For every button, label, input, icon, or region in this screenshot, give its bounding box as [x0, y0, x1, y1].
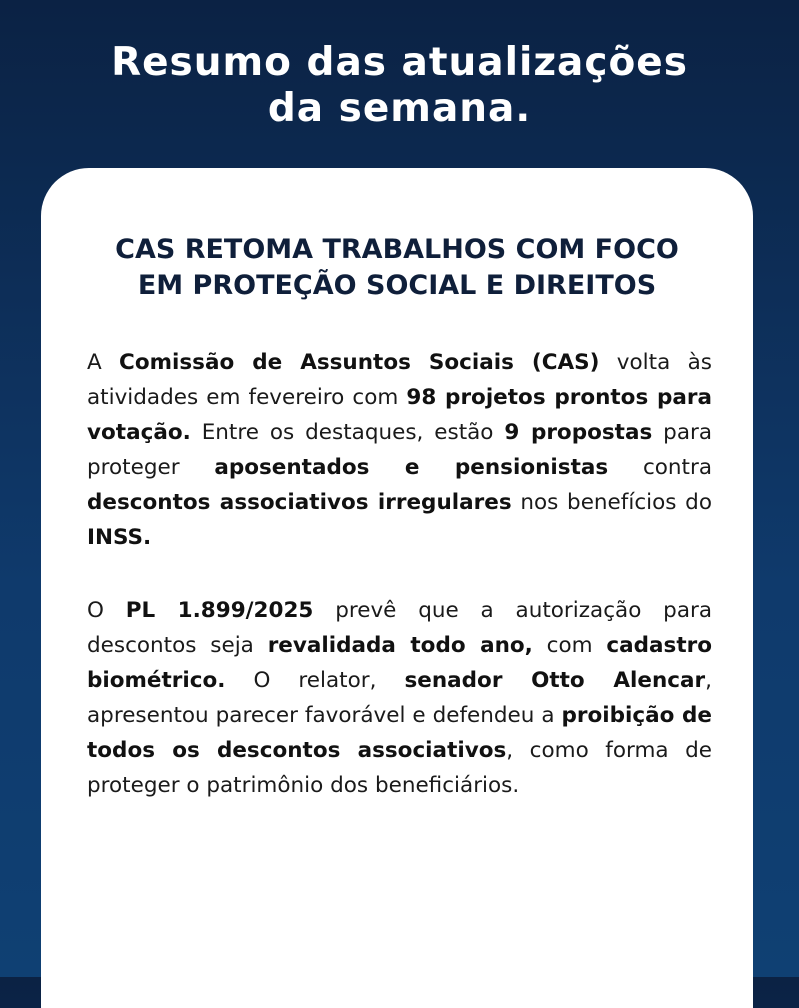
- paragraph-2-segment: , apresentou parecer favorável e defendeu a: [87, 668, 712, 728]
- card-title: [41, 232, 753, 304]
- paragraph-1-segment: A: [87, 350, 120, 375]
- headline-line-1: Resumo das atualizações: [111, 40, 688, 85]
- paragraph-1-segment: para proteger: [87, 420, 713, 480]
- paragraph-2-segment: proibição de todos os descontos associativos: [87, 703, 712, 763]
- paragraph-1-segment: Entre os destaques, estão: [190, 420, 505, 445]
- card-title-line-1: CAS RETOMA TRABALHOS COM FOCO: [115, 234, 679, 265]
- paragraph-2-segment: O relator,: [225, 668, 405, 693]
- paragraph-1-segment: 9 propostas: [504, 420, 653, 445]
- paragraph-2-segment: senador Otto Alencar: [404, 668, 706, 693]
- paragraph-1-segment: Comissão de Assuntos Sociais (CAS): [119, 350, 600, 375]
- paragraph-1-segment: aposentados e pensionistas: [214, 455, 609, 480]
- paragraph-2-segment: cadastro biométrico.: [87, 633, 712, 693]
- paragraph-1: [87, 345, 712, 555]
- paragraph-1-segment: nos benefícios do: [511, 490, 712, 515]
- card-title-line-2: EM PROTEÇÃO SOCIAL E DIREITOS: [137, 270, 657, 301]
- paragraph-1-segment: INSS.: [87, 525, 152, 550]
- paragraph-1-segment: descontos associativos irregulares: [87, 490, 512, 515]
- paragraph-2-segment: O: [87, 598, 126, 623]
- headline-line-2: da semana.: [267, 86, 532, 131]
- paragraph-2-segment: prevê que a autorização para descontos seja: [87, 598, 713, 658]
- news-card: [41, 168, 753, 1008]
- paragraph-1-segment: volta às atividades em fevereiro com: [87, 350, 712, 410]
- paragraph-2-segment: revalidada todo ano,: [267, 633, 533, 658]
- paragraph-2-segment: PL 1.899/2025: [125, 598, 314, 623]
- page-headline: [0, 40, 799, 132]
- paragraph-2-segment: com: [532, 633, 607, 658]
- paragraph-2: [87, 593, 712, 803]
- paragraph-1-segment: 98 projetos prontos para votação.: [87, 385, 712, 445]
- paragraph-2-segment: , como forma de proteger o patrimônio dos beneficiários.: [87, 738, 712, 798]
- paragraph-1-segment: contra: [608, 455, 712, 480]
